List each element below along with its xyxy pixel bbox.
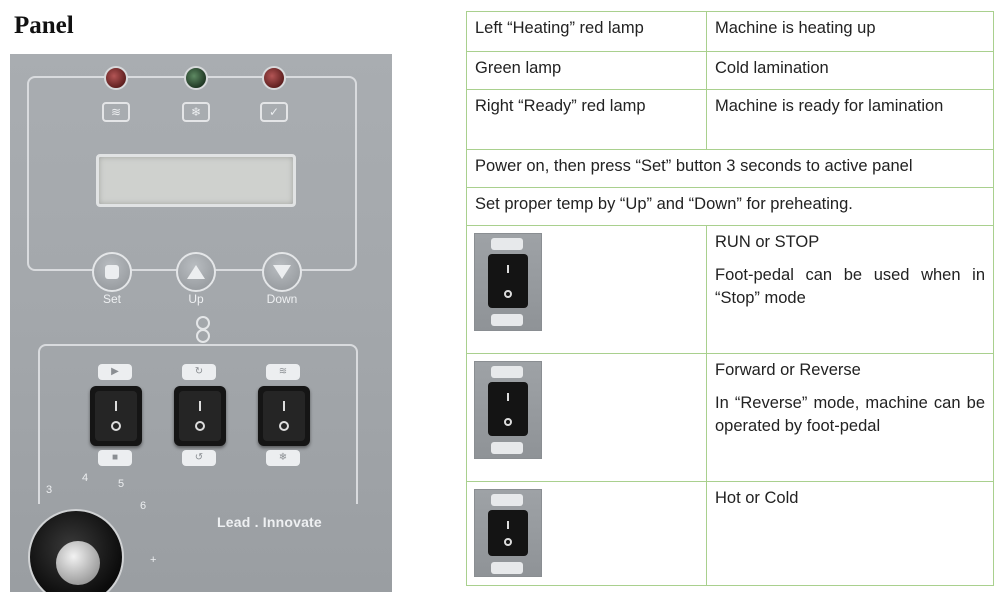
forward-reverse-switch[interactable] xyxy=(174,386,226,446)
table-note: Set proper temp by “Up” and “Down” for preheating. xyxy=(467,188,994,226)
switch-title: Forward or Reverse xyxy=(715,361,861,379)
temperature-dial[interactable] xyxy=(28,509,124,592)
table-cell xyxy=(467,482,707,586)
heating-lamp xyxy=(104,66,128,90)
ready-lamp xyxy=(262,66,286,90)
switch-description: In “Reverse” mode, machine can be operated by foot-pedal xyxy=(715,394,985,436)
brand-slogan: Lead . Innovate xyxy=(217,514,322,530)
table-cell: Right “Ready” red lamp xyxy=(467,90,707,150)
panel-function-table xyxy=(466,11,994,586)
stop-icon xyxy=(491,314,523,326)
play-icon xyxy=(491,238,523,250)
up-button[interactable] xyxy=(176,252,216,292)
switch-rocker xyxy=(488,510,528,556)
table-row xyxy=(467,90,994,150)
switch-title: Hot or Cold xyxy=(715,489,799,507)
heat-icon: ≋ xyxy=(266,364,300,380)
table-cell xyxy=(467,226,707,354)
forward-rotate-icon: ↻ xyxy=(182,364,216,380)
heating-icon: ≋ xyxy=(102,102,130,122)
table-row xyxy=(467,12,994,52)
forward-reverse-switch-thumbnail xyxy=(474,361,542,459)
table-cell: Left “Heating” red lamp xyxy=(467,12,707,52)
hot-cold-switch-thumbnail xyxy=(474,489,542,577)
table-row xyxy=(467,188,994,226)
switch-description: Foot-pedal can be used when in “Stop” mode xyxy=(715,266,985,308)
cold-icon xyxy=(491,562,523,574)
set-button-label: Set xyxy=(102,292,121,306)
table-row xyxy=(467,150,994,188)
run-stop-switch-thumbnail xyxy=(474,233,542,331)
switch-rocker xyxy=(488,382,528,436)
up-button-label: Up xyxy=(188,292,204,306)
table-cell: Machine is ready for lamination xyxy=(707,90,994,150)
ready-icon: ✓ xyxy=(260,102,288,122)
stop-icon: ■ xyxy=(98,450,132,466)
cold-lamp xyxy=(184,66,208,90)
table-row xyxy=(467,354,994,482)
dial-number: + xyxy=(150,554,157,566)
heat-icon xyxy=(491,494,523,506)
down-button[interactable] xyxy=(262,252,302,292)
hot-cold-switch[interactable] xyxy=(258,386,310,446)
switch-rocker xyxy=(488,254,528,308)
play-icon: ▶ xyxy=(98,364,132,380)
run-stop-switch[interactable] xyxy=(90,386,142,446)
table-row xyxy=(467,52,994,90)
dial-number: 3 xyxy=(46,484,53,496)
table-cell xyxy=(707,354,994,482)
roller-icon xyxy=(188,316,218,346)
table-cell xyxy=(707,482,994,586)
down-button-label: Down xyxy=(266,292,298,306)
snowflake-icon: ❄ xyxy=(182,102,210,122)
switch-title: RUN or STOP xyxy=(715,233,820,251)
table-cell: Green lamp xyxy=(467,52,707,90)
page-heading: Panel xyxy=(14,12,74,39)
reverse-rotate-icon: ↺ xyxy=(182,450,216,466)
lcd-display xyxy=(96,154,296,207)
dial-number: 4 xyxy=(82,472,89,484)
table-cell xyxy=(467,354,707,482)
forward-rotate-icon xyxy=(491,366,523,378)
set-button[interactable] xyxy=(92,252,132,292)
cold-icon: ❄ xyxy=(266,450,300,466)
table-cell xyxy=(707,226,994,354)
table-row xyxy=(467,226,994,354)
control-panel-photo xyxy=(10,54,392,592)
reverse-rotate-icon xyxy=(491,442,523,454)
dial-number: 5 xyxy=(118,478,125,490)
dial-number: 6 xyxy=(140,500,147,512)
table-row xyxy=(467,482,994,586)
table-note: Power on, then press “Set” button 3 seconds to active panel xyxy=(467,150,994,188)
table-cell: Cold lamination xyxy=(707,52,994,90)
table-cell: Machine is heating up xyxy=(707,12,994,52)
